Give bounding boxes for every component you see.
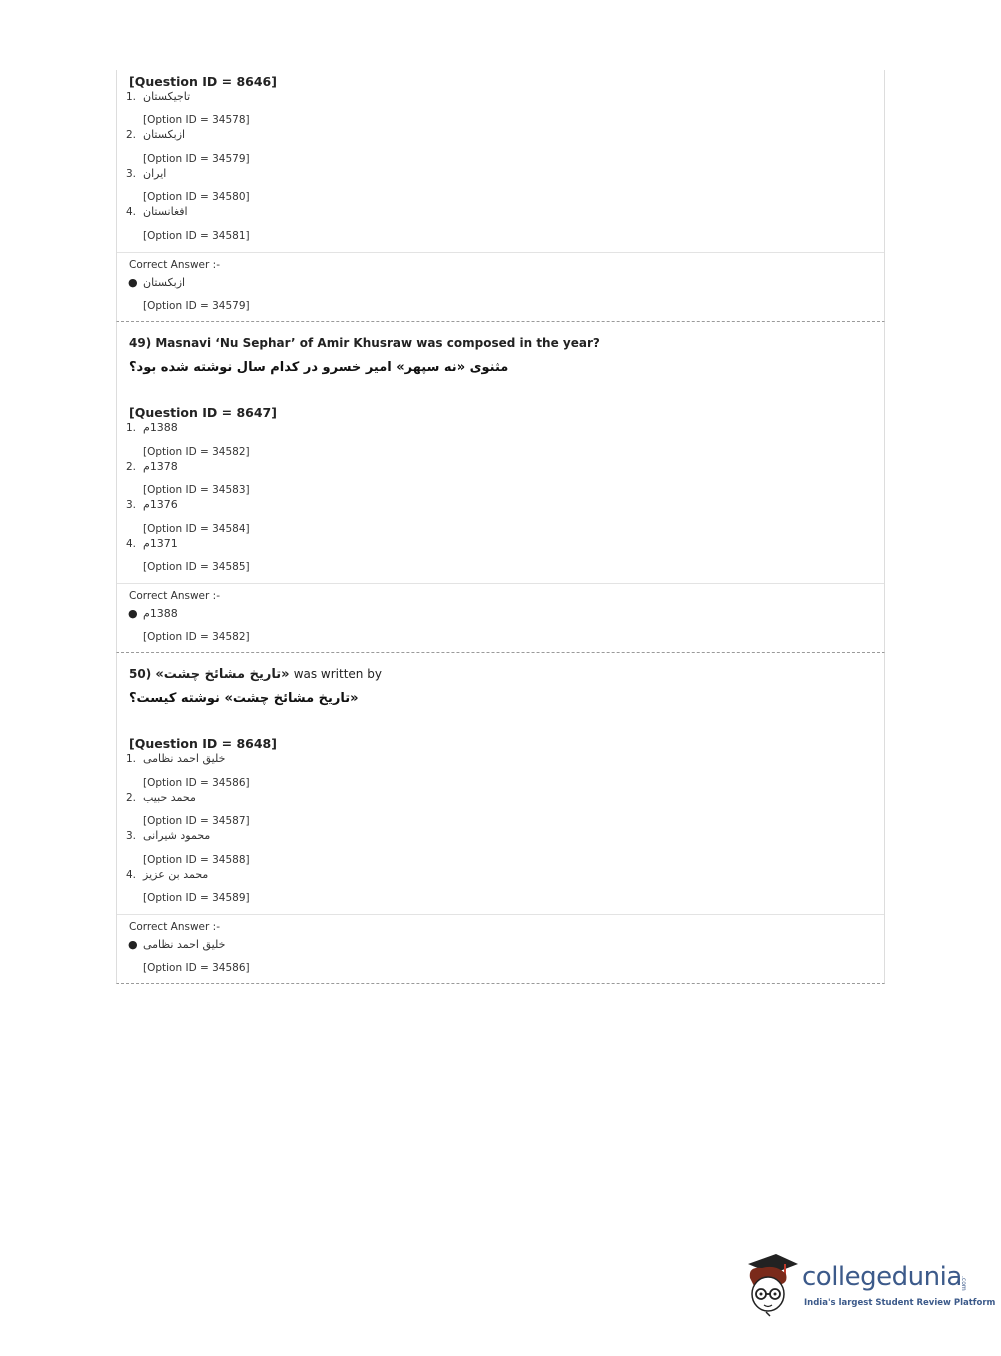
option-number: 3. bbox=[126, 830, 137, 842]
question-body-49 bbox=[117, 322, 884, 583]
option-id: [Option ID = 34589] bbox=[143, 892, 250, 904]
question-text: 49) Masnavi ‘Nu Sephar’ of Amir Khusraw was composed in the year? bbox=[129, 336, 600, 350]
bullet-icon: ● bbox=[128, 276, 138, 289]
correct-option-id: [Option ID = 34582] bbox=[143, 631, 250, 643]
bullet-icon: ● bbox=[128, 607, 138, 620]
option-number: 1. bbox=[126, 422, 137, 434]
option-id: [Option ID = 34578] bbox=[143, 114, 250, 126]
correct-answer-section bbox=[117, 252, 884, 321]
correct-answer-section bbox=[117, 583, 884, 652]
correct-answer-label: Correct Answer :- bbox=[129, 590, 220, 602]
option-id: [Option ID = 34584] bbox=[143, 523, 250, 535]
question-id: [Question ID = 8647] bbox=[129, 405, 277, 420]
question-text-tail: was written by bbox=[293, 667, 382, 681]
option-number: 1. bbox=[126, 91, 137, 103]
question-paper bbox=[116, 70, 885, 984]
option-text: محمد بن عزیز bbox=[143, 868, 209, 881]
correct-answer-label: Correct Answer :- bbox=[129, 259, 220, 271]
option-number: 1. bbox=[126, 753, 137, 765]
option-number: 4. bbox=[126, 206, 137, 218]
option-id: [Option ID = 34587] bbox=[143, 815, 250, 827]
option-text: 1371م bbox=[143, 537, 178, 550]
correct-answer-text: ازبکستان bbox=[143, 276, 186, 289]
correct-answer-section bbox=[117, 914, 884, 983]
option-number: 3. bbox=[126, 499, 137, 511]
question-id: [Question ID = 8648] bbox=[129, 736, 277, 751]
option-text: 1388م bbox=[143, 421, 178, 434]
question-block-50 bbox=[116, 653, 885, 984]
option-text: افغانستان bbox=[143, 205, 188, 218]
option-id: [Option ID = 34586] bbox=[143, 777, 250, 789]
question-text-persian: «تاریخ مشائخ چشت» نوشته کیست؟ bbox=[129, 691, 359, 706]
logo-tagline: India's largest Student Review Platform bbox=[804, 1298, 996, 1308]
option-number: 2. bbox=[126, 461, 137, 473]
option-id: [Option ID = 34581] bbox=[143, 230, 250, 242]
option-number: 4. bbox=[126, 869, 137, 881]
option-id: [Option ID = 34579] bbox=[143, 153, 250, 165]
question-id: [Question ID = 8646] bbox=[129, 74, 277, 89]
collegedunia-logo bbox=[742, 1248, 996, 1320]
question-text-persian: مثنوی «نه سپهر» امیر خسرو در کدام سال نوشته شده بود؟ bbox=[129, 360, 509, 375]
logo-domain: .com bbox=[960, 1276, 967, 1291]
option-id: [Option ID = 34582] bbox=[143, 446, 250, 458]
option-text: 1378م bbox=[143, 460, 178, 473]
question-block-48 bbox=[116, 70, 885, 322]
question-body-50 bbox=[117, 653, 884, 914]
correct-answer-text: 1388م bbox=[143, 607, 178, 620]
option-number: 3. bbox=[126, 168, 137, 180]
question-title-persian: «تاریخ مشائخ چشت» bbox=[155, 667, 290, 682]
student-mascot-icon bbox=[742, 1248, 800, 1318]
logo-wordmark: collegedunia bbox=[802, 1262, 962, 1292]
correct-option-id: [Option ID = 34586] bbox=[143, 962, 250, 974]
question-number: 50) bbox=[129, 667, 152, 681]
question-block-49 bbox=[116, 322, 885, 653]
option-text: ایران bbox=[143, 167, 167, 180]
option-text: 1376م bbox=[143, 498, 178, 511]
option-text: ازبکستان bbox=[143, 128, 186, 141]
option-id: [Option ID = 34588] bbox=[143, 854, 250, 866]
option-id: [Option ID = 34580] bbox=[143, 191, 250, 203]
option-id: [Option ID = 34583] bbox=[143, 484, 250, 496]
correct-answer-label: Correct Answer :- bbox=[129, 921, 220, 933]
option-id: [Option ID = 34585] bbox=[143, 561, 250, 573]
option-text: محمود شیرانی bbox=[143, 829, 211, 842]
option-number: 2. bbox=[126, 129, 137, 141]
question-body-48 bbox=[117, 70, 884, 252]
option-text: محمد حبیب bbox=[143, 791, 196, 804]
bullet-icon: ● bbox=[128, 938, 138, 951]
question-text bbox=[129, 667, 382, 682]
option-number: 2. bbox=[126, 792, 137, 804]
correct-option-id: [Option ID = 34579] bbox=[143, 300, 250, 312]
correct-answer-text: خلیق احمد نظامی bbox=[143, 938, 226, 951]
option-text: تاجیکستان bbox=[143, 90, 191, 103]
option-text: خلیق احمد نظامی bbox=[143, 752, 226, 765]
option-number: 4. bbox=[126, 538, 137, 550]
